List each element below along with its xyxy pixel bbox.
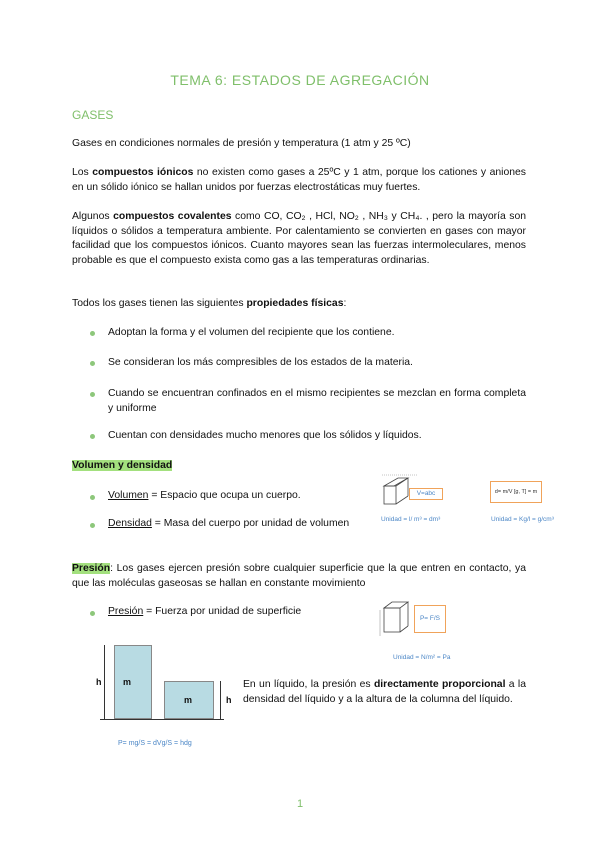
height-arrow-short [220, 681, 221, 719]
list-item: Cuentan con densidades mucho menores que los sólidos y líquidos. [108, 430, 422, 441]
bold-text: directamente proporcional [373, 679, 506, 690]
bullet-icon [90, 361, 95, 366]
pressure-formula: P= F/S [419, 615, 441, 622]
text: : [343, 298, 347, 309]
ground-line [100, 719, 224, 720]
volume-unit: Unidad = l/ m³ = dm³ [381, 516, 441, 523]
list-item: Adoptan la forma y el volumen del recipiente que los contiene. [108, 327, 395, 338]
text: Algunos [72, 211, 114, 222]
highlighted-heading: Volumen y densidad [72, 460, 173, 471]
term: Presión [108, 606, 144, 617]
bold-text: compuestos iónicos [92, 167, 194, 178]
list-item: Se consideran los más compresibles de los estados de la materia. [108, 357, 413, 368]
text: Todos los gases tienen las siguientes [72, 298, 247, 309]
definition: = Masa del cuerpo por unidad de volumen [151, 518, 350, 529]
paragraph-liquid [243, 678, 526, 707]
volume-formula: V=abc [416, 490, 436, 497]
list-item-densidad [108, 517, 378, 532]
text: : Los gases ejercen presión sobre cualquier superficie que la que entren en contacto, ya que las moléculas gaseosas se hallan en constante movimiento [72, 563, 526, 589]
term: Volumen [108, 490, 149, 501]
paragraph-properties [72, 297, 526, 312]
density-formula: d= m/V [g, T] = m [494, 489, 538, 495]
pressure-formula-box [414, 605, 446, 633]
definition: = Espacio que ocupa un cuerpo. [148, 490, 301, 501]
mass-label: m [123, 677, 132, 687]
liquid-pressure-formula: P= mg/S = dVg/S = hdg [118, 740, 192, 747]
pressure-unit: Unidad = N/m² = Pa [393, 654, 451, 661]
bullet-icon [90, 611, 95, 616]
definition: = Fuerza por unidad de superficie [143, 606, 302, 617]
paragraph-ionic [72, 166, 526, 195]
liquid-column-tall [114, 645, 152, 719]
bullet-icon [90, 434, 95, 439]
density-formula-box [490, 481, 542, 503]
bold-text: propiedades físicas [246, 298, 344, 309]
bold-text: compuestos covalentes [113, 211, 232, 222]
page-title: TEMA 6: ESTADOS DE AGREGACIÓN [170, 72, 430, 88]
paragraph-covalent [72, 210, 526, 268]
list-item: Cuando se encuentran confinados en el mismo recipientes se mezclan en forma completa y uniforme [108, 388, 526, 414]
text: como CO, CO₂ , HCl, NO₂ , NH₃ y CH₄. , pero la mayoría son líquidos o sólidos a temperatura ambiente. Por calentamiento se convierten en gases con mayor facilidad que los compuestos iónicos. Cuanto mayores sean las fuerzas intermoleculares, menos probable es que el compuesto exista como gas a las temperaturas ordinarias. [72, 211, 527, 266]
list-item-volumen [108, 489, 368, 504]
paragraph-presion [72, 562, 526, 591]
text: a la densidad del líquido y a la altura de la columna del líquido. [243, 679, 526, 705]
term: Densidad [108, 518, 152, 529]
density-unit: Unidad = Kg/l = g/cm³ [491, 516, 554, 523]
text: En un líquido, la presión es [243, 679, 374, 690]
list-item-presion [108, 605, 368, 620]
highlighted-term: Presión [72, 563, 111, 574]
section-heading-gases: GASES [72, 108, 114, 122]
text: Los [72, 167, 93, 178]
bullet-icon [90, 392, 95, 397]
volume-formula-box [409, 488, 443, 500]
height-label: h [96, 677, 102, 687]
paragraph-conditions: Gases en condiciones normales de presión y temperatura (1 atm y 25 ºC) [72, 138, 411, 149]
text: no existen como gases a 25ºC y 1 atm, porque los cationes y aniones en un sólido iónico se hallan unidos por fuerzas electrostáticas muy fuertes. [72, 167, 526, 193]
page-number: 1 [296, 798, 304, 810]
bullet-icon [90, 523, 95, 528]
mass-label: m [184, 695, 193, 705]
bullet-icon [90, 331, 95, 336]
bullet-icon [90, 495, 95, 500]
cube-pressure-figure [378, 598, 418, 640]
section-heading-volumen-densidad [72, 459, 172, 474]
height-arrow-tall [104, 645, 105, 719]
height-label: h [226, 695, 232, 705]
